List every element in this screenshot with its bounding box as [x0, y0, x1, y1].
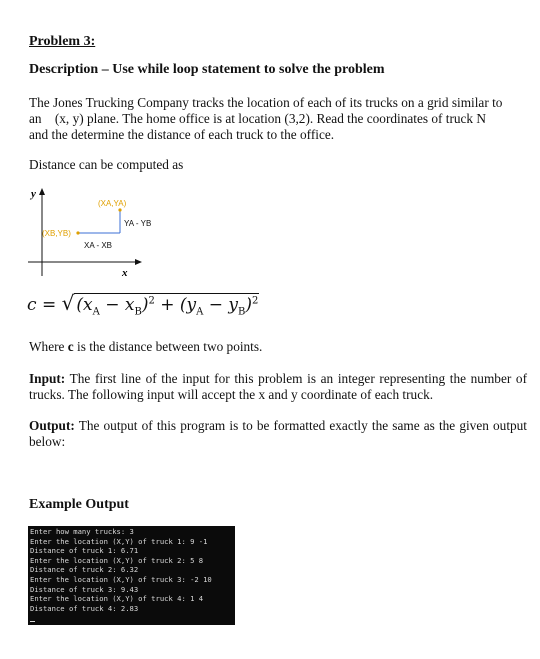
console-line: Enter the location (X,Y) of truck 2: 5 8 [30, 555, 204, 565]
y-axis-arrow-icon [39, 188, 45, 195]
dx-label: XA - XB [84, 241, 113, 250]
console-line: Distance of truck 4: 2.83 [30, 603, 139, 613]
cursor-icon [30, 621, 35, 622]
intro-paragraph [29, 95, 527, 143]
where-rest: is the distance between two points. [73, 339, 263, 354]
distance-intro: Distance can be computed as [29, 157, 184, 172]
where-prefix: Where [29, 339, 68, 354]
intro-line-3: and the determine the distance of each truck to the office. [29, 127, 335, 142]
output-section [29, 418, 527, 450]
console-output [28, 526, 235, 625]
point-b-dot [76, 231, 79, 234]
intro-line-1: The Jones Trucking Company tracks the location of each of its trucks on a grid similar to [29, 95, 503, 110]
output-text: The output of this program is to be formatted exactly the same as the given output below: [29, 418, 527, 449]
input-label: Input: [29, 371, 66, 386]
console-line: Enter the location (X,Y) of truck 3: -2 10 [30, 574, 212, 584]
intro-line-2a: an [29, 111, 42, 126]
output-label: Output: [29, 418, 75, 433]
example-output-heading: Example Output [29, 497, 129, 512]
console-line: Distance of truck 3: 9.43 [30, 584, 139, 594]
console-line: Enter how many trucks: 3 [30, 527, 134, 536]
where-c: c [67, 339, 74, 354]
console-line: Distance of truck 1: 6.71 [30, 546, 139, 556]
console-line: Enter the location (X,Y) of truck 1: 9 -1 [30, 536, 208, 546]
x-axis-arrow-icon [135, 259, 142, 265]
input-section [29, 371, 527, 403]
x-axis-label: x [122, 267, 128, 278]
point-a-label: (XA,YA) [98, 199, 127, 208]
y-axis-label: y [31, 188, 36, 200]
where-sentence [29, 339, 527, 355]
intro-line-2b: (x, y) plane. The home office is at location (3,2). Read the coordinates of truck N [54, 111, 487, 126]
input-text: The first line of the input for this problem is an integer representing the number of trucks. The following input will accept the x and y coordinate of each truck. [29, 371, 527, 402]
coordinate-diagram [28, 186, 178, 278]
distance-formula: c = √ $(x_A - x_B)^2 + (y_A - y_B)^2$ [27, 291, 259, 318]
problem-title: Problem 3: [29, 34, 96, 49]
description-heading: Description – Use while loop statement to solve the problem [29, 62, 385, 77]
console-line: Distance of truck 2: 6.32 [30, 565, 139, 575]
dy-label: YA - YB [124, 219, 152, 228]
console-line: Enter the location (X,Y) of truck 4: 1 4 [30, 594, 204, 604]
point-a-dot [118, 208, 121, 211]
point-b-label: (XB,YB) [42, 229, 71, 238]
